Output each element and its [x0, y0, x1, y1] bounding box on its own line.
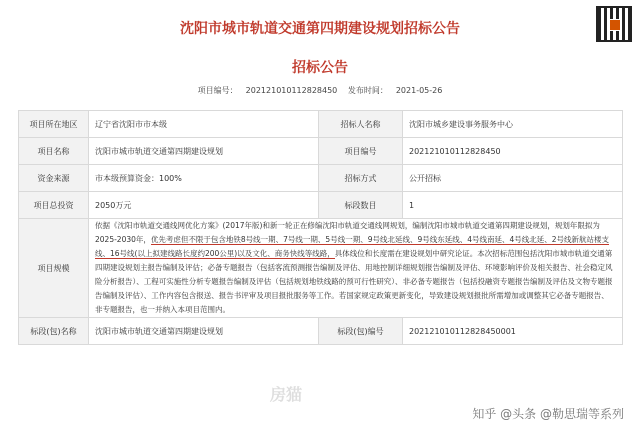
info-table: [18, 110, 623, 345]
watermark-corner: 知乎 @头条 @勒思瑞等系列: [472, 407, 624, 421]
watermark-logo: 房猫: [270, 385, 303, 404]
page-title: 沈阳市城市轨道交通第四期建设规划招标公告: [180, 21, 460, 37]
table-row: [19, 318, 623, 345]
fund-label: 资金来源: [19, 165, 89, 192]
lot-name-label: 标段(包)名称: [19, 318, 89, 345]
table-row: [19, 192, 623, 219]
code-value: 202121010112828450: [403, 138, 623, 165]
scope-text-underlined: 优先考虑但不限于包含地铁8号线一期、7号线一期、5号线一期、9号线北延线、9号线东延线、4号线南延、4号线北延、2号线新航站楼支线、16号线(以上拟建线路长度约200公里)以及文化、商务快线等线路，: [95, 235, 610, 258]
table-row: [19, 165, 623, 192]
lots-label: 标段数目: [319, 192, 403, 219]
scope-label: 项目规模: [19, 219, 89, 318]
code-label: 项目编号: [319, 138, 403, 165]
project-no: 202121010112828450: [245, 86, 338, 95]
meta-line: [0, 85, 640, 96]
table-row: [19, 111, 623, 138]
location-label: 项目所在地区: [19, 111, 89, 138]
scope-text-3: 具体线位和长度需在建设规划中研究论证。本次招标范围包括沈阳市城市轨道交通第四期建设规划主报告编制及评估；必备专题报告（包括客流预测报告编制及评估、用地控制详细规划报告编制及评估、环境影响评价及相关报告、社会稳定风险分析报告）、工程可实施性分析专题报告编制及评估（包括规划地铁线路的预可行性研究）、非必备专题报告（包括投融资专题报告编制及评估及文物专题报告编制及评估）、工作内容包含报送、报告书评审及项目报批服务等工作。若国家规定政策更新变化，导致建设规划报批所需增加或调整其它必备专题报告、非专题报告，也一并纳入本项目范围内。: [95, 249, 613, 314]
table-row: [19, 138, 623, 165]
tenderer-label: 招标人名称: [319, 111, 403, 138]
method-label: 招标方式: [319, 165, 403, 192]
page-subtitle: 招标公告: [292, 60, 348, 76]
method-value: 公开招标: [403, 165, 623, 192]
lot-code-value: 202121010112828450001: [403, 318, 623, 345]
scope-text-1: 依据《沈阳市轨道交通线网优化方案》(2017年版)和新一轮正在修编沈阳市轨道交通线网规划，编制沈阳市城市轨道交通第四期建设规划，规划年限拟为2025-2030年，: [95, 221, 600, 244]
name-value: 沈阳市城市轨道交通第四期建设规划: [89, 138, 319, 165]
qr-code: [596, 6, 632, 42]
table-row: [19, 219, 623, 318]
name-label: 项目名称: [19, 138, 89, 165]
location-value: 辽宁省沈阳市市本级: [89, 111, 319, 138]
scope-value: [89, 219, 623, 318]
lots-value: 1: [403, 192, 623, 219]
invest-value: 2050万元: [89, 192, 319, 219]
lot-name-value: 沈阳市城市轨道交通第四期建设规划: [89, 318, 319, 345]
lot-code-label: 标段(包)编号: [319, 318, 403, 345]
invest-label: 项目总投资: [19, 192, 89, 219]
publish-label: 发布时间：: [347, 86, 388, 95]
publish-date: 2021-05-26: [395, 86, 443, 95]
tenderer-value: 沈阳市城乡建设事务服务中心: [403, 111, 623, 138]
project-no-label: 项目编号：: [197, 86, 238, 95]
fund-value: 市本级预算资金：100%: [89, 165, 319, 192]
